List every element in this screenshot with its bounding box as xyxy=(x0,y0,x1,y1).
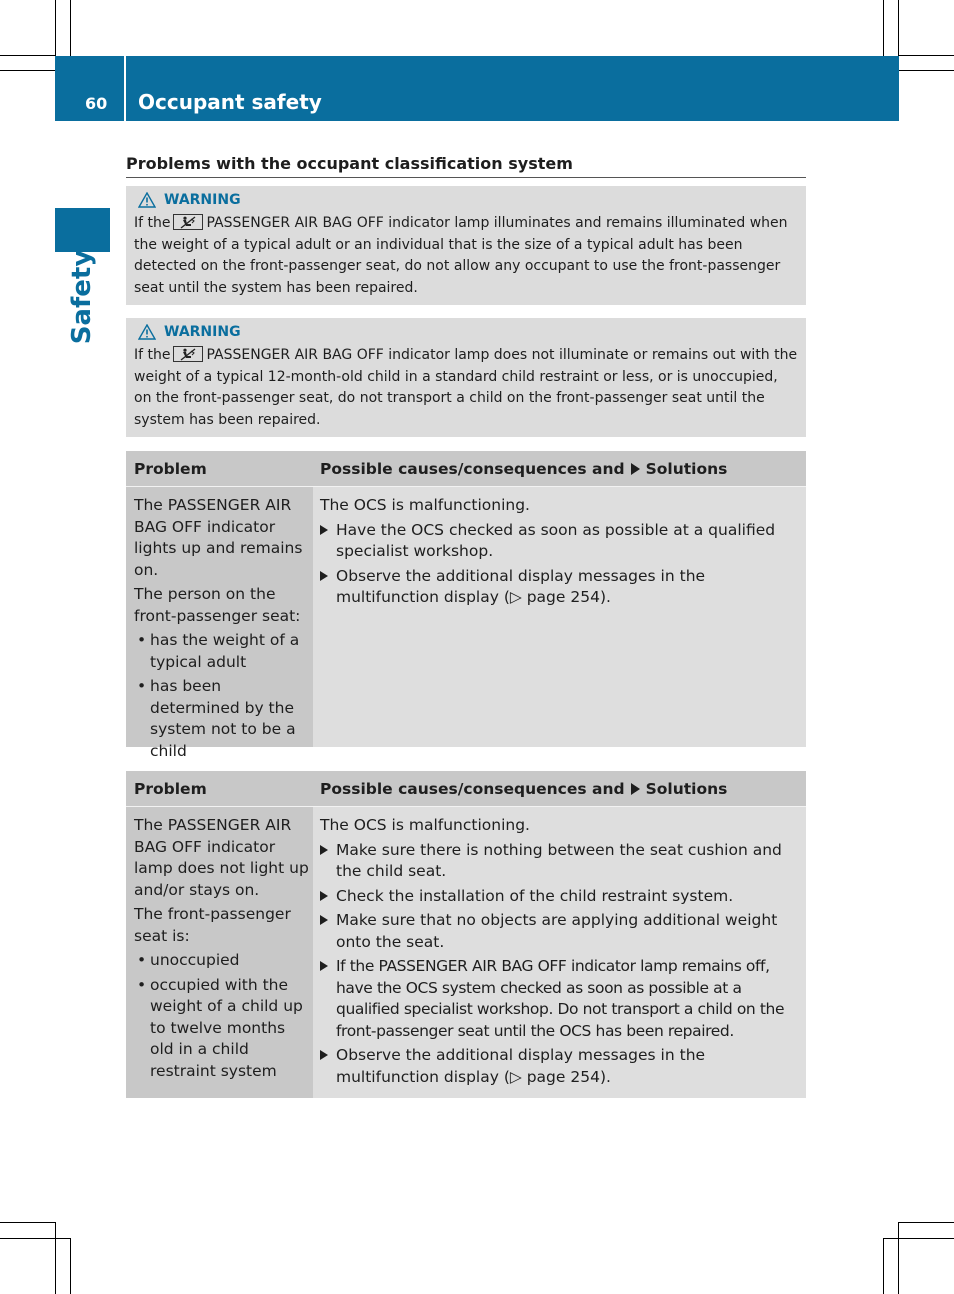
table-header xyxy=(126,771,806,806)
header-causes-label: Possible causes/consequences and xyxy=(320,779,625,798)
bullet-icon: • xyxy=(137,631,147,649)
crop-mark xyxy=(70,1238,71,1294)
section-title: Occupant safety xyxy=(138,90,322,114)
list-item xyxy=(134,950,309,972)
header-problem: Problem xyxy=(134,459,207,478)
list-item xyxy=(134,630,309,673)
bullet-text: has the weight of a typical adult xyxy=(150,631,300,671)
problem-text: The PASSENGER AIR BAG OFF indicator lights up and remains on. xyxy=(134,496,303,579)
page-number: 60 xyxy=(85,94,108,113)
bullet-text: unoccupied xyxy=(150,951,240,969)
page-header xyxy=(55,56,899,121)
crop-mark xyxy=(0,55,55,56)
bullet-icon: • xyxy=(137,677,147,695)
action-arrow-icon xyxy=(631,783,640,795)
bullet-icon: • xyxy=(137,975,147,994)
action-text: If the PASSENGER AIR BAG OFF indicator lamp remains off, have the OCS system checked as soon as possible at a qualified specialist workshop. Do not transport a child on the front-passenger seat until the OCS has been repaired. xyxy=(336,957,785,1040)
header-causes xyxy=(313,460,806,478)
crop-mark xyxy=(0,1222,55,1223)
crop-mark xyxy=(883,0,884,56)
side-tab-marker xyxy=(55,208,110,252)
crop-mark xyxy=(55,1222,56,1294)
list-item xyxy=(320,840,800,883)
action-text: Have the OCS checked as soon as possible at a qualified specialist workshop. xyxy=(336,520,776,560)
warning-text-start: If the xyxy=(134,347,171,363)
warning-text xyxy=(134,213,798,299)
bullet-text: has been determined by the system not to be a child xyxy=(150,677,296,760)
warning-box xyxy=(126,186,806,305)
crop-mark xyxy=(70,0,71,56)
cause-text: The OCS is malfunctioning. xyxy=(320,816,530,834)
action-arrow-icon xyxy=(320,915,328,925)
action-arrow-icon xyxy=(320,571,328,581)
warning-box xyxy=(126,318,806,437)
solution-cell xyxy=(313,487,806,747)
header-solutions-label: Solutions xyxy=(645,779,728,798)
problem-text: The front-passenger seat is: xyxy=(134,905,291,945)
warning-text xyxy=(134,345,798,431)
action-text: Make sure that no objects are applying additional weight onto the seat. xyxy=(336,911,778,951)
passenger-airbag-off-icon xyxy=(173,214,203,230)
problem-cell xyxy=(126,807,313,1098)
warning-title xyxy=(138,192,798,208)
warning-icon xyxy=(138,324,156,340)
list-item xyxy=(134,975,309,1083)
table-header xyxy=(126,451,806,486)
list-item xyxy=(320,910,800,953)
warning-text-body: PASSENGER AIR BAG OFF indicator lamp does not illuminate or remains out with the weight of a typical 12-month-old child in a standard child restraint or less, or is unoccupied, on the front-passenger seat, do not transport a child on the front-passenger seat until the system has been repaired. xyxy=(134,347,798,428)
header-solutions-label: Solutions xyxy=(645,459,728,478)
crop-mark xyxy=(898,1222,899,1294)
header-causes xyxy=(313,780,806,798)
list-item xyxy=(320,520,800,563)
list-item xyxy=(320,956,800,1042)
warning-title xyxy=(138,324,798,340)
solution-cell xyxy=(313,807,806,1098)
action-text: Make sure there is nothing between the seat cushion and the child seat. xyxy=(336,840,782,880)
bullet-text: occupied with the weight of a child up to twelve months old in a child restraint system xyxy=(150,975,303,1080)
crop-mark xyxy=(899,70,954,71)
crop-mark xyxy=(55,0,56,56)
warning-text-body: PASSENGER AIR BAG OFF indicator lamp illuminates and remains illuminated when the weight of a typical adult or an individual that is the size of a typical adult has been detected on the front-passenger seat, do not allow any occupant to use the front-passenger seat until the system has been repaired. xyxy=(134,215,788,296)
action-text: Check the installation of the child restraint system. xyxy=(336,886,734,905)
warning-title-text: WARNING xyxy=(164,324,241,340)
warning-text-start: If the xyxy=(134,215,171,231)
cause-text: The OCS is malfunctioning. xyxy=(320,496,530,514)
action-arrow-icon xyxy=(320,961,328,971)
action-text: Observe the additional display messages in the multifunction display (▷ page 254). xyxy=(336,566,706,606)
action-text: Observe the additional display messages in the multifunction display (▷ page 254). xyxy=(336,1046,706,1086)
sub-heading: Problems with the occupant classification system xyxy=(126,154,806,178)
action-arrow-icon xyxy=(320,1050,328,1060)
list-item xyxy=(320,1045,800,1088)
passenger-airbag-off-icon xyxy=(173,346,203,362)
crop-mark xyxy=(0,1238,70,1239)
action-arrow-icon xyxy=(631,463,640,475)
header-causes-label: Possible causes/consequences and xyxy=(320,459,625,478)
problem-table xyxy=(126,451,806,760)
list-item xyxy=(320,566,800,609)
crop-mark xyxy=(883,1238,884,1294)
table-row xyxy=(126,806,806,1098)
problem-text: The person on the front-passenger seat: xyxy=(134,585,301,625)
header-divider xyxy=(124,56,126,121)
crop-mark xyxy=(898,0,899,56)
crop-mark xyxy=(883,1238,954,1239)
list-item xyxy=(320,886,800,908)
header-problem: Problem xyxy=(134,779,207,798)
bullet-icon: • xyxy=(137,951,147,969)
problem-text: The PASSENGER AIR BAG OFF indicator lamp does not light up and/or stays on. xyxy=(134,816,309,899)
table-row xyxy=(126,486,806,760)
action-arrow-icon xyxy=(320,891,328,901)
warning-icon xyxy=(138,192,156,208)
action-arrow-icon xyxy=(320,845,328,855)
warning-title-text: WARNING xyxy=(164,192,241,208)
list-item xyxy=(134,676,309,762)
crop-mark xyxy=(0,70,55,71)
crop-mark xyxy=(899,55,954,56)
crop-mark xyxy=(899,1222,954,1223)
action-arrow-icon xyxy=(320,525,328,535)
problem-table xyxy=(126,771,806,1098)
problem-cell xyxy=(126,487,313,760)
side-tab-label: Safety xyxy=(67,249,97,345)
